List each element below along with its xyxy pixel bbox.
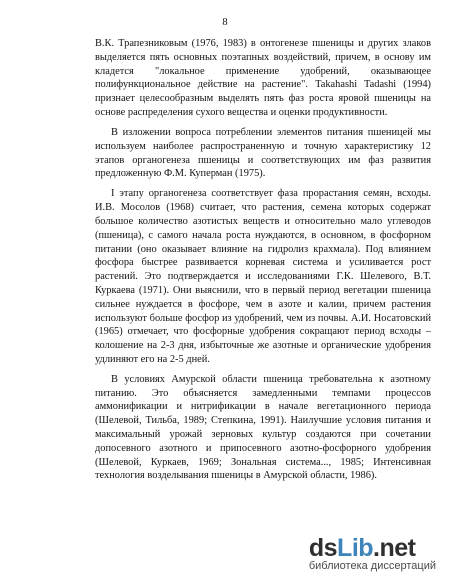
document-body xyxy=(95,37,431,489)
page-number: 8 xyxy=(222,17,228,28)
dslib-watermark xyxy=(309,536,436,572)
paragraph-4: В условиях Амурской области пшеница требовательна к азотному питанию. Это объясняется замедленными темпами процессов аммонификации и нитрификации в начале вегетационного периода (Шелевой, Тильба, 1989; Степкина, 1991). Наилучшие условия питания и максимальный урожай зерновых культур создаются при сочетании допосевного азотного и припосевного азотно-фосфорного удобрения (Шелевой, Куркаев, 1969; Зональная система..., 1985; Интенсивная технология возделывания пшеницы в Амурской области, 1986). xyxy=(95,373,431,482)
logo-net: net xyxy=(379,534,416,562)
paragraph-1: В.К. Трапезниковым (1976, 1983) в онтогенезе пшеницы и других злаков выделяется пять основных поэтапных воздействий, причем, в основу им кладется "локальное применение удобрений, оказывающее полифункциональное действие на растение". Takahashi Tadashi (1994) признает целесообразным выделять пять фаз роста яровой пшеницы на основе распределения сухого вещества и оценки продуктивности. xyxy=(95,38,431,118)
paragraph-3: I этапу органогенеза соответствует фаза прорастания семян, всходы. И.В. Мосолов (1968) считает, что растения, семена которых содержат большое количество азотистых веществ и относительно мало углеводов (пшеница), с самого начала роста нуждаются, в основном, в фосфорном питании (оно оказывает влияние на гидролиз крахмала). Под влиянием фосфора быстрее развивается корневая система и усиливается рост растений. Это подтверждается и исследованиями Г.К. Шелевого, В.Т. Куркаева (1971). Они выяснили, что в первый период вегетации пшеница сильнее нуждается в фосфоре, чем в азоте и калии, причем растения используют больше фосфор из удобрений, чем из почвы. А.И. Носатовский (1965) отмечает, что фосфорные удобрения сокращают период всходы – колошение на 2-3 дня, избыточные же азотные и органические удобрения удлиняют его на 2-5 дней. xyxy=(95,188,431,365)
logo-dot: . xyxy=(373,534,380,562)
paragraph-2: В изложении вопроса потреблении элементов питания пшеницей мы используем наиболее распространенную и точную характеристику 12 этапов органогенеза пшеницы и соответствующих им фаз развития предложенную Ф.М. Куперман (1975). xyxy=(95,126,431,180)
watermark-logo xyxy=(309,536,436,561)
logo-lib: Lib xyxy=(337,534,374,562)
watermark-subtitle: библиотека диссертаций xyxy=(308,560,436,572)
logo-ds: ds xyxy=(308,534,338,562)
